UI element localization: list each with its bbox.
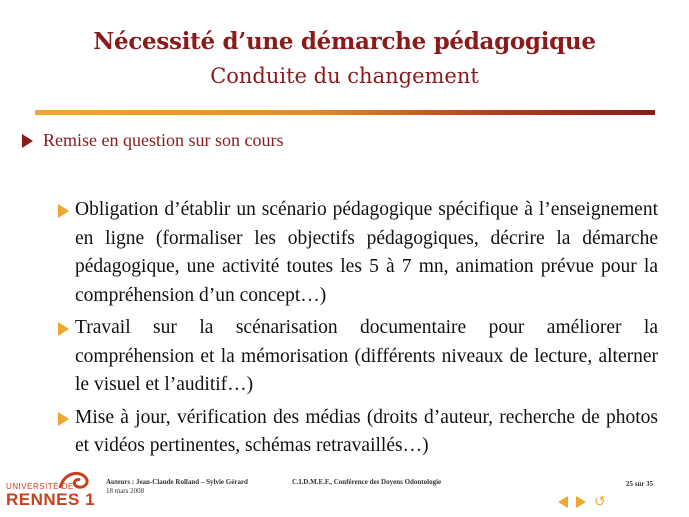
main-bullet-text: Remise en question sur son cours <box>43 130 284 150</box>
sub-bullet-list <box>58 196 658 465</box>
footer-organization: C.I.D.M.E.F., Conférence des Doyens Odontologie <box>292 478 442 486</box>
sub-bullet <box>58 404 658 461</box>
logo-text-bottom: RENNES 1 <box>6 490 96 509</box>
arrow-left-icon[interactable] <box>558 496 568 508</box>
sub-bullet <box>58 196 658 310</box>
sub-bullet-text: Travail sur la scénarisation documentaire pour améliorer la compréhension et la mémorisation (différents niveaux de lecture, alterner le visuel et l’auditif…) <box>75 317 658 395</box>
slide-navigation <box>558 496 606 508</box>
sub-bullet-text: Mise à jour, vérification des médias (droits d’auteur, recherche de photos et vidéos pertinentes, schémas retravaillés…) <box>75 406 658 456</box>
sub-bullet <box>58 314 658 400</box>
triangle-bullet-icon <box>58 412 69 426</box>
page-number: 25 sur 35 <box>626 480 654 488</box>
main-bullet <box>22 130 283 151</box>
triangle-bullet-icon <box>22 134 33 148</box>
logo-text-top: UNIVERSITÉ DE <box>6 482 74 491</box>
arrow-right-icon[interactable] <box>576 496 586 508</box>
slide-subtitle: Conduite du changement <box>210 64 479 88</box>
slide-title: Nécessité d’une démarche pédagogique <box>93 28 596 55</box>
sub-bullet-text: Obligation d’établir un scénario pédagogique spécifique à l’enseignement en ligne (formaliser les objectifs pédagogiques, décrire la démarche pédagogique, une activité toutes les 5 à 7 mn, animation prévue pour la compréhension d’un concept…) <box>75 199 658 306</box>
footer-authors: Auteurs : Jean-Claude Rolland – Sylvie Gérard <box>106 478 248 486</box>
title-divider <box>35 110 655 115</box>
university-logo <box>6 468 96 508</box>
triangle-bullet-icon <box>58 204 69 218</box>
triangle-bullet-icon <box>58 322 69 336</box>
footer-date: 18 mars 2008 <box>106 487 145 495</box>
return-icon[interactable]: ↺ <box>594 494 606 510</box>
